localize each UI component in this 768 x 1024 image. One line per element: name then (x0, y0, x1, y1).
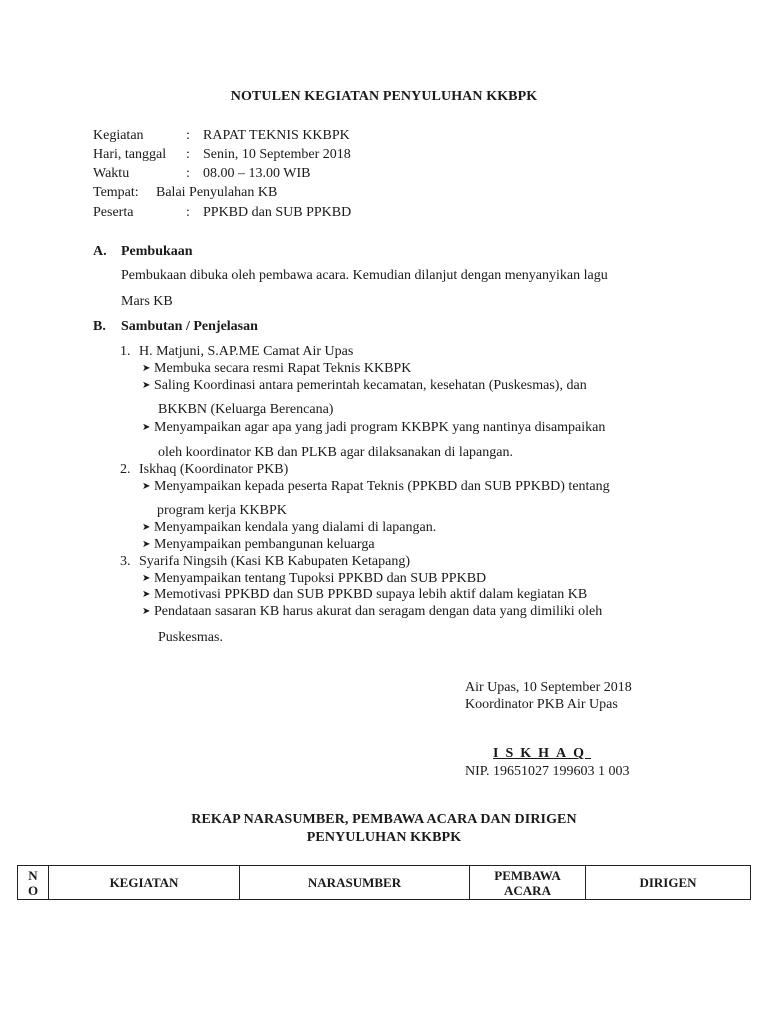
meta-value-tempat: Balai Penyulahan KB (156, 185, 278, 200)
column-header-narasumber: NARASUMBER (240, 866, 470, 900)
list-item: ➤ Menyampaikan kepada peserta Rapat Teknis (PPKBD dan SUB PPKBD) tentang (142, 479, 610, 494)
meta-label-waktu: Waktu (93, 166, 130, 181)
list-item: ➤ Pendataan sasaran KB harus akurat dan seragam dengan data yang dimiliki oleh (142, 604, 603, 619)
signature-name: ISKHAQ (493, 746, 592, 761)
meta-label-hari-tanggal: Hari, tanggal (93, 147, 167, 162)
speaker-number: 3. (120, 554, 131, 569)
table-header-row (18, 866, 751, 900)
section-a-body-line: Mars KB (121, 294, 173, 309)
meta-label-tempat: Tempat: (93, 185, 139, 200)
meta-value-waktu: 08.00 – 13.00 WIB (203, 166, 311, 181)
list-item-continuation: oleh koordinator KB dan PLKB agar dilaksanakan di lapangan. (158, 445, 513, 460)
signature-place-date: Air Upas, 10 September 2018 (465, 680, 632, 695)
list-item: ➤ Membuka secara resmi Rapat Teknis KKBPK (142, 361, 412, 376)
recap-title-line1: REKAP NARASUMBER, PEMBAWA ACARA DAN DIRIGEN (191, 812, 577, 827)
meta-value-kegiatan: RAPAT TEKNIS KKBPK (203, 128, 350, 143)
list-item: ➤ Menyampaikan tentang Tupoksi PPKBD dan SUB PPKBD (142, 571, 487, 586)
list-item: ➤ Menyampaikan kendala yang dialami di lapangan. (142, 520, 437, 535)
list-item: ➤ Menyampaikan agar apa yang jadi program KKBPK yang nantinya disampaikan (142, 420, 606, 435)
recap-table (17, 865, 751, 900)
meta-sep: : (186, 128, 190, 143)
section-a-heading: Pembukaan (121, 244, 193, 259)
arrow-bullet-icon: ➤ (142, 380, 151, 391)
column-header-kegiatan: KEGIATAN (49, 866, 240, 900)
speaker-number: 1. (120, 344, 131, 359)
arrow-bullet-icon: ➤ (142, 606, 151, 617)
arrow-bullet-icon: ➤ (142, 589, 151, 600)
meta-sep: : (186, 205, 190, 220)
column-header-pembawa-acara: PEMBAWA ACARA (470, 866, 586, 900)
section-a-marker: A. (93, 244, 107, 259)
signature-nip: NIP. 19651027 199603 1 003 (465, 764, 630, 779)
speaker-number: 2. (120, 462, 131, 477)
list-item: ➤ Memotivasi PPKBD dan SUB PPKBD supaya lebih aktif dalam kegiatan KB (142, 587, 588, 602)
section-b-heading: Sambutan / Penjelasan (121, 319, 258, 334)
meta-sep: : (186, 166, 190, 181)
speaker-name: Syarifa Ningsih (Kasi KB Kabupaten Ketapang) (139, 554, 410, 569)
list-item-continuation: program kerja KKBPK (157, 503, 287, 518)
meta-label-kegiatan: Kegiatan (93, 128, 144, 143)
arrow-bullet-icon: ➤ (142, 363, 151, 374)
list-item-continuation: Puskesmas. (158, 630, 223, 645)
meta-value-peserta: PPKBD dan SUB PPKBD (203, 205, 352, 220)
speaker-name: H. Matjuni, S.AP.ME Camat Air Upas (139, 344, 354, 359)
list-item-continuation: BKKBN (Keluarga Berencana) (158, 402, 334, 417)
column-header-no: N O (18, 866, 49, 900)
list-item: ➤ Saling Koordinasi antara pemerintah kecamatan, kesehatan (Puskesmas), dan (142, 378, 587, 393)
arrow-bullet-icon: ➤ (142, 481, 151, 492)
document-title: NOTULEN KEGIATAN PENYULUHAN KKBPK (230, 89, 538, 104)
arrow-bullet-icon: ➤ (142, 573, 151, 584)
arrow-bullet-icon: ➤ (142, 539, 151, 550)
section-a-body-line: Pembukaan dibuka oleh pembawa acara. Kemudian dilanjut dengan menyanyikan lagu (121, 268, 608, 283)
column-header-dirigen: DIRIGEN (586, 866, 751, 900)
arrow-bullet-icon: ➤ (142, 422, 151, 433)
speaker-name: Iskhaq (Koordinator PKB) (139, 462, 289, 477)
recap-title-line2: PENYULUHAN KKBPK (306, 830, 462, 845)
arrow-bullet-icon: ➤ (142, 522, 151, 533)
meta-value-hari-tanggal: Senin, 10 September 2018 (203, 147, 351, 162)
meta-sep: : (186, 147, 190, 162)
signature-position: Koordinator PKB Air Upas (465, 697, 618, 712)
section-b-marker: B. (93, 319, 106, 334)
meta-label-peserta: Peserta (93, 205, 134, 220)
list-item: ➤ Menyampaikan pembangunan keluarga (142, 537, 375, 552)
